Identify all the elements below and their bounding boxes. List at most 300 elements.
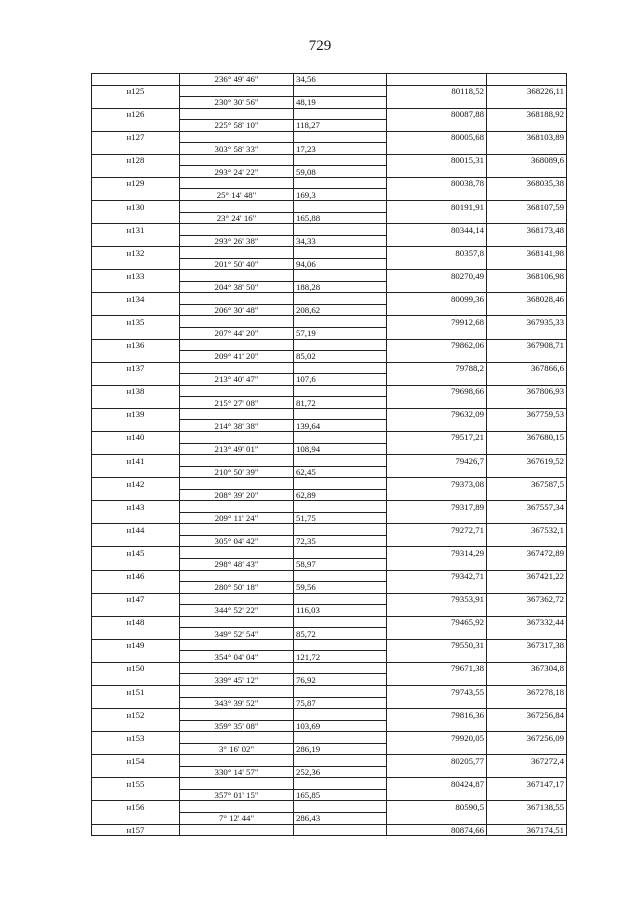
x-cell: 80191,91 [387, 201, 487, 213]
point-cell: н137 [92, 362, 180, 374]
angle-cell: 339° 45' 12" [180, 674, 294, 686]
table-row [92, 732, 567, 744]
angle-cell: 25° 14' 48" [180, 189, 294, 201]
point-cell: н146 [92, 570, 180, 582]
y-cell: 368035,38 [487, 177, 567, 189]
y-cell: 367138,55 [487, 801, 567, 813]
table-row [92, 709, 567, 721]
angle-cell [180, 385, 294, 397]
y-cell: 368141,98 [487, 247, 567, 259]
table-row [92, 431, 567, 443]
y-cell: 367272,4 [487, 755, 567, 767]
y-cell [487, 374, 567, 386]
x-cell: 80087,88 [387, 108, 487, 120]
point-cell [92, 582, 180, 594]
y-cell [487, 304, 567, 316]
point-cell [92, 97, 180, 109]
length-cell: 51,75 [294, 512, 387, 524]
point-cell [92, 535, 180, 547]
table-row [92, 558, 567, 570]
x-cell [387, 397, 487, 409]
x-cell: 80424,87 [387, 778, 487, 790]
point-cell: н138 [92, 385, 180, 397]
x-cell [387, 258, 487, 270]
length-cell: 34,56 [294, 74, 387, 86]
y-cell [487, 743, 567, 755]
x-cell: 79317,89 [387, 501, 487, 513]
y-cell: 367619,52 [487, 455, 567, 467]
angle-cell: 330° 14' 57" [180, 766, 294, 778]
length-cell [294, 570, 387, 582]
length-cell [294, 455, 387, 467]
x-cell [387, 697, 487, 709]
table-row [92, 674, 567, 686]
x-cell: 79671,38 [387, 662, 487, 674]
table-row [92, 720, 567, 732]
x-cell: 80874,66 [387, 824, 487, 836]
angle-cell [180, 755, 294, 767]
x-cell [387, 235, 487, 247]
x-cell [387, 189, 487, 201]
length-cell: 59,56 [294, 582, 387, 594]
angle-cell: 293° 24' 22" [180, 166, 294, 178]
table-row [92, 108, 567, 120]
x-cell: 79517,21 [387, 431, 487, 443]
y-cell [487, 535, 567, 547]
length-cell: 286,43 [294, 813, 387, 825]
point-cell: н157 [92, 824, 180, 836]
angle-cell [180, 824, 294, 836]
table-row [92, 489, 567, 501]
angle-cell: 357° 01' 15" [180, 789, 294, 801]
length-cell: 94,06 [294, 258, 387, 270]
x-cell: 79342,71 [387, 570, 487, 582]
angle-cell [180, 408, 294, 420]
point-cell: н131 [92, 224, 180, 236]
point-cell: н144 [92, 524, 180, 536]
length-cell [294, 801, 387, 813]
table-row [92, 131, 567, 143]
table-row [92, 85, 567, 97]
point-cell [92, 235, 180, 247]
angle-cell [180, 547, 294, 559]
angle-cell: 208° 39' 20" [180, 489, 294, 501]
y-cell: 367421,22 [487, 570, 567, 582]
y-cell: 367278,18 [487, 685, 567, 697]
angle-cell: 293° 26' 38" [180, 235, 294, 247]
length-cell: 139,64 [294, 420, 387, 432]
length-cell: 85,02 [294, 351, 387, 363]
length-cell: 107,6 [294, 374, 387, 386]
point-cell [92, 489, 180, 501]
point-cell: н128 [92, 154, 180, 166]
y-cell [487, 189, 567, 201]
point-cell [92, 813, 180, 825]
x-cell [387, 628, 487, 640]
length-cell [294, 778, 387, 790]
length-cell: 121,72 [294, 651, 387, 663]
page-number: 729 [308, 38, 332, 54]
table-row [92, 212, 567, 224]
y-cell [487, 720, 567, 732]
table-row [92, 697, 567, 709]
table-row [92, 120, 567, 132]
x-cell: 79632,09 [387, 408, 487, 420]
angle-cell [180, 593, 294, 605]
angle-cell: 3° 16' 02" [180, 743, 294, 755]
point-cell: н140 [92, 431, 180, 443]
angle-cell [180, 270, 294, 282]
table-row [92, 224, 567, 236]
x-cell [387, 743, 487, 755]
y-cell: 367806,93 [487, 385, 567, 397]
point-cell: н152 [92, 709, 180, 721]
y-cell [487, 766, 567, 778]
point-cell: н155 [92, 778, 180, 790]
angle-cell [180, 732, 294, 744]
table-row [92, 605, 567, 617]
table-row [92, 374, 567, 386]
x-cell [387, 166, 487, 178]
angle-cell: 207° 44' 20" [180, 328, 294, 340]
angle-cell [180, 154, 294, 166]
point-cell: н139 [92, 408, 180, 420]
y-cell [487, 789, 567, 801]
point-cell: н149 [92, 639, 180, 651]
table-row [92, 247, 567, 259]
length-cell [294, 593, 387, 605]
y-cell: 367759,53 [487, 408, 567, 420]
table-row [92, 524, 567, 536]
point-cell: н129 [92, 177, 180, 189]
point-cell [92, 120, 180, 132]
y-cell: 368107,59 [487, 201, 567, 213]
angle-cell: 225° 58' 10" [180, 120, 294, 132]
point-cell: н126 [92, 108, 180, 120]
x-cell [387, 74, 487, 86]
table-row [92, 628, 567, 640]
point-cell [92, 258, 180, 270]
angle-cell: 214° 38' 38" [180, 420, 294, 432]
length-cell: 103,69 [294, 720, 387, 732]
table-row [92, 443, 567, 455]
y-cell: 367147,17 [487, 778, 567, 790]
point-cell [92, 558, 180, 570]
x-cell: 79862,06 [387, 339, 487, 351]
length-cell [294, 270, 387, 282]
y-cell: 367472,89 [487, 547, 567, 559]
point-cell [92, 512, 180, 524]
table-row [92, 813, 567, 825]
length-cell: 81,72 [294, 397, 387, 409]
length-cell: 188,28 [294, 281, 387, 293]
angle-cell: 23° 24' 16" [180, 212, 294, 224]
table-row [92, 512, 567, 524]
y-cell [487, 466, 567, 478]
length-cell [294, 316, 387, 328]
length-cell: 58,97 [294, 558, 387, 570]
y-cell: 368089,6 [487, 154, 567, 166]
length-cell [294, 224, 387, 236]
x-cell: 79788,2 [387, 362, 487, 374]
x-cell: 79426,7 [387, 455, 487, 467]
y-cell: 368188,92 [487, 108, 567, 120]
angle-cell: 7° 12' 44" [180, 813, 294, 825]
point-cell: н150 [92, 662, 180, 674]
angle-cell [180, 316, 294, 328]
x-cell [387, 674, 487, 686]
point-cell [92, 766, 180, 778]
table-row [92, 235, 567, 247]
angle-cell: 206° 30' 48" [180, 304, 294, 316]
length-cell [294, 108, 387, 120]
x-cell [387, 651, 487, 663]
x-cell: 80099,36 [387, 293, 487, 305]
angle-cell: 354° 04' 04" [180, 651, 294, 663]
table-row [92, 177, 567, 189]
x-cell: 80205,77 [387, 755, 487, 767]
table-row [92, 420, 567, 432]
x-cell: 79353,91 [387, 593, 487, 605]
table-row [92, 535, 567, 547]
angle-cell: 298° 48' 43" [180, 558, 294, 570]
point-cell: н156 [92, 801, 180, 813]
angle-cell: 230° 30' 56" [180, 97, 294, 109]
y-cell: 367557,34 [487, 501, 567, 513]
angle-cell: 204° 38' 50" [180, 281, 294, 293]
y-cell [487, 651, 567, 663]
length-cell: 62,89 [294, 489, 387, 501]
table-row [92, 408, 567, 420]
length-cell [294, 131, 387, 143]
point-cell [92, 674, 180, 686]
y-cell [487, 512, 567, 524]
y-cell [487, 351, 567, 363]
x-cell [387, 535, 487, 547]
table-row [92, 685, 567, 697]
y-cell: 367680,15 [487, 431, 567, 443]
angle-cell: 209° 41' 20" [180, 351, 294, 363]
table-row [92, 582, 567, 594]
angle-cell [180, 131, 294, 143]
point-cell: н133 [92, 270, 180, 282]
length-cell [294, 154, 387, 166]
angle-cell [180, 616, 294, 628]
length-cell [294, 616, 387, 628]
angle-cell: 210° 50' 39" [180, 466, 294, 478]
table-row [92, 478, 567, 490]
length-cell: 34,33 [294, 235, 387, 247]
y-cell: 367908,71 [487, 339, 567, 351]
length-cell [294, 639, 387, 651]
table-row [92, 639, 567, 651]
point-cell: н153 [92, 732, 180, 744]
table-row [92, 97, 567, 109]
table-row [92, 293, 567, 305]
x-cell [387, 328, 487, 340]
point-cell: н145 [92, 547, 180, 559]
angle-cell [180, 478, 294, 490]
x-cell [387, 512, 487, 524]
table-row [92, 801, 567, 813]
x-cell [387, 720, 487, 732]
y-cell [487, 813, 567, 825]
angle-cell [180, 524, 294, 536]
x-cell [387, 582, 487, 594]
angle-cell: 343° 39' 52" [180, 697, 294, 709]
angle-cell [180, 362, 294, 374]
length-cell: 118,27 [294, 120, 387, 132]
x-cell: 80038,78 [387, 177, 487, 189]
y-cell: 367256,84 [487, 709, 567, 721]
angle-cell: 201° 50' 40" [180, 258, 294, 270]
x-cell [387, 466, 487, 478]
x-cell [387, 281, 487, 293]
length-cell [294, 547, 387, 559]
length-cell [294, 824, 387, 836]
y-cell: 368028,46 [487, 293, 567, 305]
point-cell: н143 [92, 501, 180, 513]
angle-cell: 236° 49' 46" [180, 74, 294, 86]
length-cell: 59,08 [294, 166, 387, 178]
y-cell: 367587,5 [487, 478, 567, 490]
point-cell [92, 74, 180, 86]
angle-cell: 209° 11' 24" [180, 512, 294, 524]
y-cell [487, 258, 567, 270]
angle-cell [180, 685, 294, 697]
y-cell [487, 420, 567, 432]
x-cell: 80357,8 [387, 247, 487, 259]
table-row [92, 339, 567, 351]
table-row [92, 743, 567, 755]
y-cell [487, 166, 567, 178]
x-cell: 80590,5 [387, 801, 487, 813]
angle-cell: 213° 40' 47" [180, 374, 294, 386]
x-cell [387, 351, 487, 363]
point-cell: н147 [92, 593, 180, 605]
y-cell [487, 74, 567, 86]
point-cell: н151 [92, 685, 180, 697]
length-cell [294, 293, 387, 305]
angle-cell: 303° 58' 33" [180, 143, 294, 155]
y-cell [487, 558, 567, 570]
table-row [92, 351, 567, 363]
table-row [92, 651, 567, 663]
length-cell: 208,62 [294, 304, 387, 316]
length-cell [294, 524, 387, 536]
point-cell [92, 743, 180, 755]
x-cell [387, 374, 487, 386]
angle-cell: 349° 52' 54" [180, 628, 294, 640]
table-row [92, 755, 567, 767]
length-cell [294, 662, 387, 674]
x-cell: 79465,92 [387, 616, 487, 628]
y-cell [487, 328, 567, 340]
length-cell: 76,92 [294, 674, 387, 686]
angle-cell [180, 293, 294, 305]
table-row [92, 616, 567, 628]
point-cell: н135 [92, 316, 180, 328]
x-cell [387, 304, 487, 316]
table-row [92, 74, 567, 86]
length-cell [294, 709, 387, 721]
length-cell: 252,36 [294, 766, 387, 778]
angle-cell [180, 177, 294, 189]
table-row [92, 501, 567, 513]
point-cell: н125 [92, 85, 180, 97]
point-cell [92, 374, 180, 386]
x-cell [387, 443, 487, 455]
angle-cell [180, 108, 294, 120]
y-cell: 367304,8 [487, 662, 567, 674]
length-cell [294, 201, 387, 213]
x-cell [387, 489, 487, 501]
length-cell [294, 501, 387, 513]
y-cell: 367866,6 [487, 362, 567, 374]
point-cell [92, 304, 180, 316]
y-cell: 367332,44 [487, 616, 567, 628]
length-cell [294, 732, 387, 744]
table-row [92, 166, 567, 178]
point-cell [92, 351, 180, 363]
y-cell [487, 443, 567, 455]
y-cell: 368103,89 [487, 131, 567, 143]
x-cell: 80118,52 [387, 85, 487, 97]
x-cell [387, 789, 487, 801]
table-row [92, 466, 567, 478]
table-row [92, 397, 567, 409]
angle-cell: 213° 49' 01" [180, 443, 294, 455]
point-cell: н136 [92, 339, 180, 351]
y-cell [487, 582, 567, 594]
y-cell [487, 143, 567, 155]
y-cell [487, 697, 567, 709]
point-cell: н134 [92, 293, 180, 305]
x-cell [387, 605, 487, 617]
table-row [92, 385, 567, 397]
x-cell: 80005,68 [387, 131, 487, 143]
length-cell [294, 339, 387, 351]
point-cell [92, 789, 180, 801]
point-cell: н154 [92, 755, 180, 767]
y-cell [487, 97, 567, 109]
angle-cell [180, 431, 294, 443]
point-cell [92, 166, 180, 178]
angle-cell [180, 455, 294, 467]
length-cell: 57,19 [294, 328, 387, 340]
point-cell [92, 443, 180, 455]
x-cell [387, 97, 487, 109]
length-cell: 116,03 [294, 605, 387, 617]
length-cell [294, 431, 387, 443]
x-cell: 79550,31 [387, 639, 487, 651]
table-row [92, 593, 567, 605]
angle-cell [180, 662, 294, 674]
table-row [92, 143, 567, 155]
angle-cell [180, 339, 294, 351]
length-cell [294, 385, 387, 397]
y-cell: 367174,51 [487, 824, 567, 836]
x-cell: 79272,71 [387, 524, 487, 536]
x-cell: 79816,36 [387, 709, 487, 721]
angle-cell [180, 639, 294, 651]
angle-cell [180, 201, 294, 213]
length-cell: 85,72 [294, 628, 387, 640]
point-cell: н142 [92, 478, 180, 490]
y-cell [487, 605, 567, 617]
angle-cell: 305° 04' 42" [180, 535, 294, 547]
point-cell [92, 651, 180, 663]
